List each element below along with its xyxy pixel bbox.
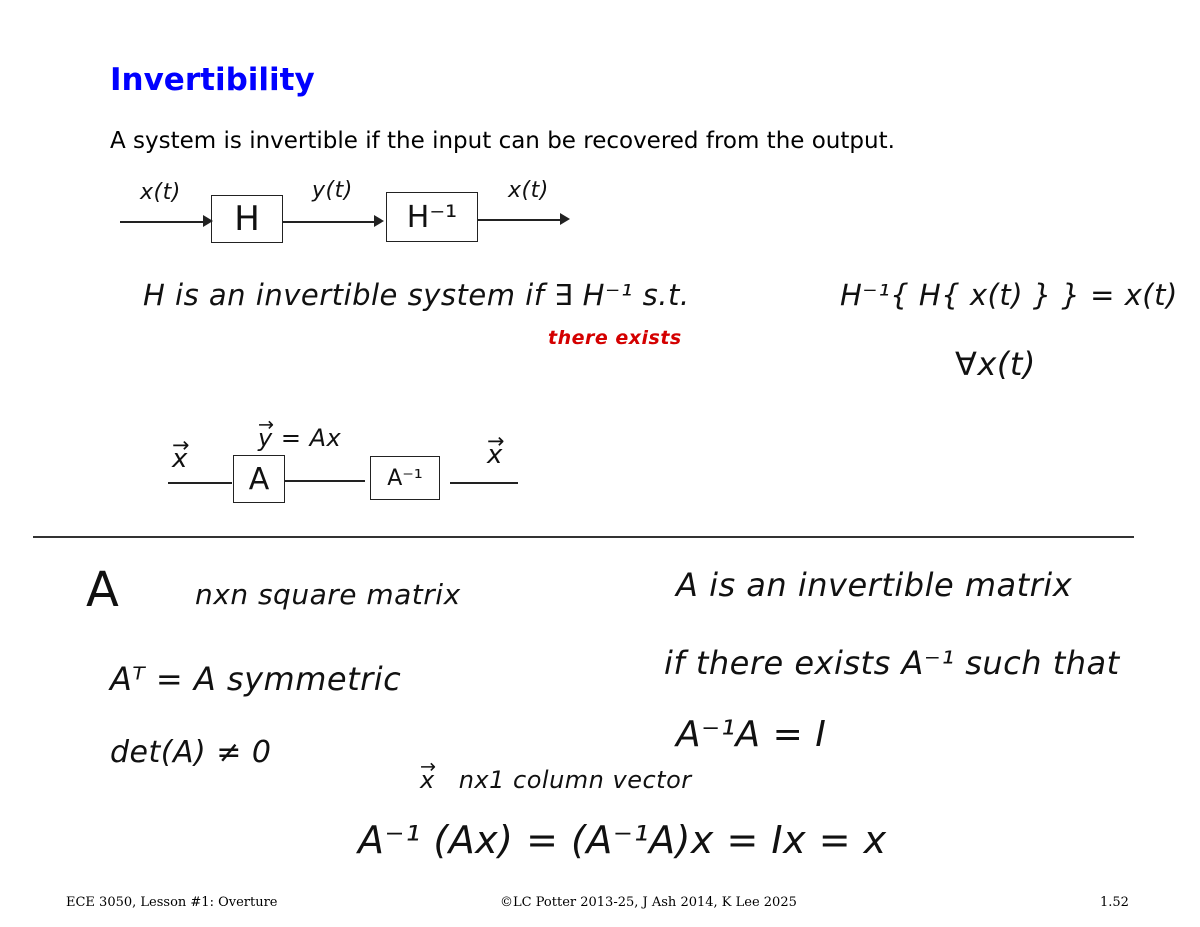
- h-inverse-label: H⁻¹: [406, 199, 458, 235]
- matrix-a-inverse-box: [370, 456, 440, 500]
- column-vector-note: [420, 766, 692, 794]
- diagram2-input-label: [172, 444, 188, 474]
- invertible-matrix-note: A is an invertible matrix: [676, 566, 1073, 604]
- h-system-label: H: [234, 199, 260, 239]
- symmetric-note: Aᵀ = A symmetric: [110, 660, 402, 698]
- diagram2-mid-expression: = Ax: [272, 424, 342, 452]
- matrix-a-inverse-label: A⁻¹: [387, 465, 423, 491]
- diagram2-input-vector: → x: [172, 444, 188, 474]
- column-vector-symbol: → x: [420, 766, 435, 794]
- inverse-exists-note: if there exists A⁻¹ such that: [664, 644, 1120, 682]
- slide-definition: A system is invertible if the input can be recovered from the output.: [110, 128, 895, 154]
- slide-title: Invertibility: [110, 62, 315, 98]
- h-system-box: [211, 195, 283, 243]
- final-equation: A⁻¹ (Ax) = (A⁻¹A)x = Ix = x: [358, 818, 887, 862]
- matrix-a-box: [233, 455, 285, 503]
- inverse-equation: H⁻¹{ H{ x(t) } } = x(t): [840, 278, 1178, 312]
- matrix-a-symbol: A: [86, 562, 120, 618]
- diagram1-input-label: x(t): [140, 180, 181, 205]
- footer-copyright: ©LC Potter 2013-25, J Ash 2014, K Lee 2025: [500, 895, 797, 910]
- matrix-a-label: A: [248, 461, 270, 497]
- invertible-system-statement: H is an invertible system if ∃ H⁻¹ s.t.: [143, 278, 690, 312]
- section-divider: [33, 536, 1134, 538]
- diagram2-output-vector: → x: [487, 440, 503, 470]
- h-inverse-box: [386, 192, 478, 242]
- diagram2-mid-vector: → y: [258, 424, 273, 452]
- determinant-note: det(A) ≠ 0: [110, 735, 272, 770]
- for-all-x: ∀x(t): [955, 345, 1036, 383]
- diagram2-output-label: [487, 440, 503, 470]
- footer-course: ECE 3050, Lesson #1: Overture: [66, 895, 278, 910]
- diagram2-mid-label: [258, 424, 341, 452]
- footer-page-number: 1.52: [1100, 895, 1129, 910]
- diagram1-mid-label: y(t): [312, 178, 353, 203]
- identity-equation: A⁻¹A = I: [676, 714, 827, 755]
- square-matrix-note: nxn square matrix: [195, 578, 461, 611]
- there-exists-annotation: there exists: [548, 327, 682, 349]
- diagram1-output-label: x(t): [508, 178, 549, 203]
- column-vector-label: nx1 column vector: [458, 766, 692, 794]
